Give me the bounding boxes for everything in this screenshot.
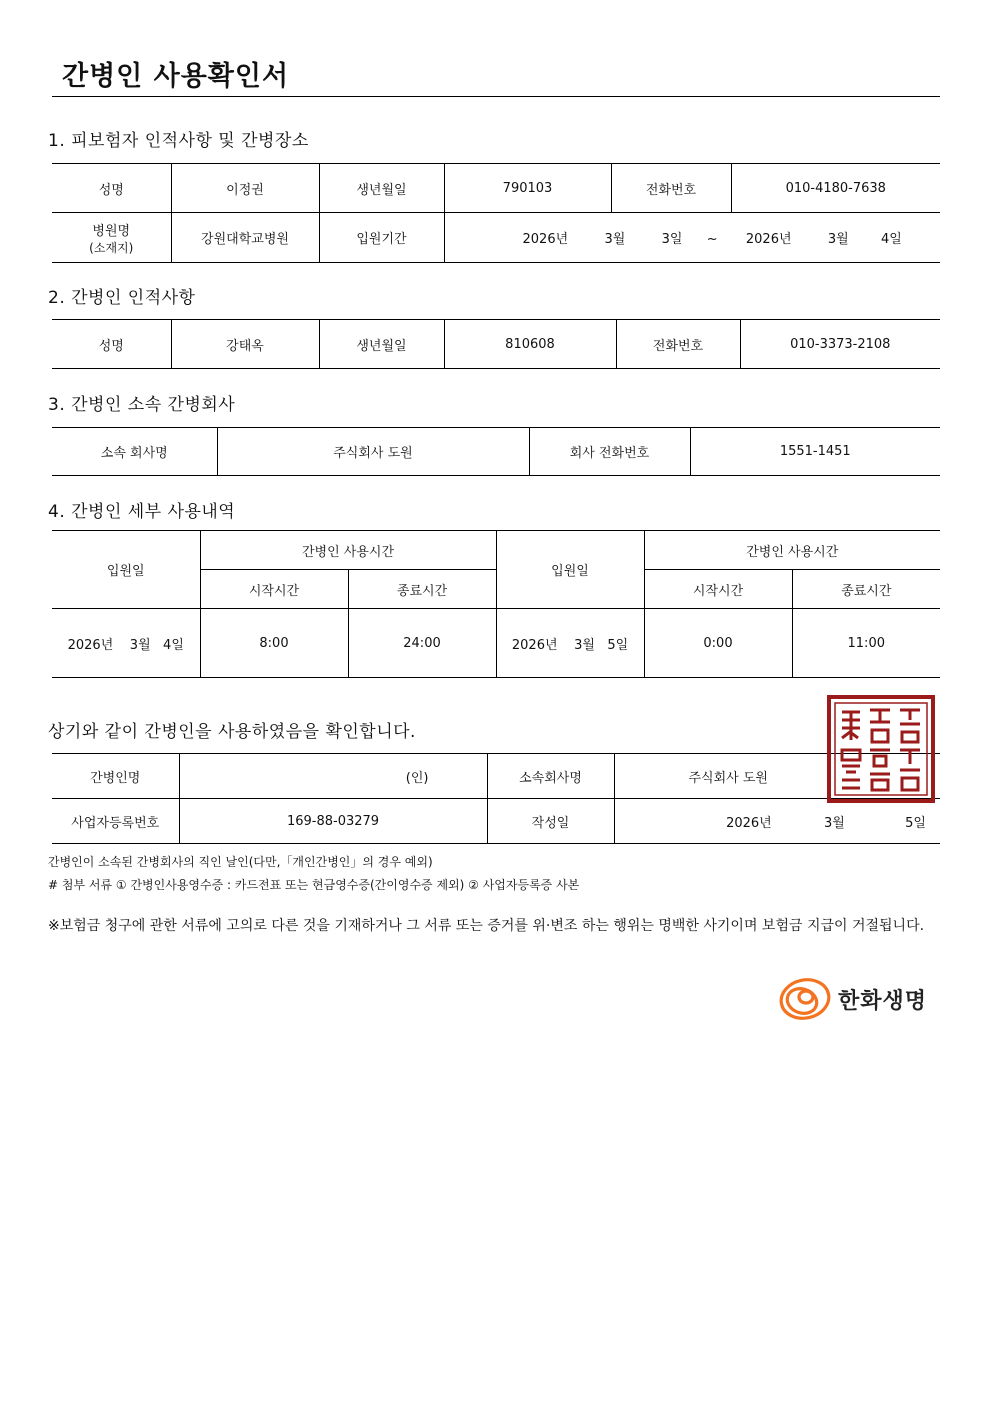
title-divider — [52, 96, 940, 97]
hanwha-logo-text: 한화생명 — [838, 988, 928, 1014]
section1-heading: 1. 피보험자 인적사항 및 간병장소 — [48, 131, 309, 151]
period-label: 입원기간 — [319, 213, 444, 263]
affiliated-company: 주식회사 도원 — [614, 754, 940, 799]
end-time-header-2: 종료시간 — [792, 570, 940, 609]
hospital-name: 강원대학교병원 — [171, 213, 319, 263]
admit-year-2: 2026년 — [511, 637, 558, 653]
admit-date-header-1: 입원일 — [52, 531, 200, 609]
admit-date-1 — [52, 609, 200, 678]
end-time-header-1: 종료시간 — [348, 570, 496, 609]
company-info-table — [52, 427, 940, 476]
period-start-year: 2026년 — [522, 232, 569, 247]
caregiver-birth: 810608 — [444, 320, 616, 369]
hospital-label-sub: (소재지) — [89, 240, 134, 255]
section3-heading: 3. 간병인 소속 간병회사 — [48, 395, 236, 415]
written-date-label: 작성일 — [487, 799, 614, 844]
end-time-1: 24:00 — [348, 609, 496, 678]
admit-date-2 — [496, 609, 644, 678]
insured-info-table — [52, 163, 940, 263]
company-phone: 1551-1451 — [690, 428, 940, 476]
attachment-note: # 첨부 서류 ① 간병인사용영수증 : 카드전표 또는 현금영수증(간이영수증 제외) ② 사업자등록증 사본 — [48, 878, 580, 892]
admit-day-1: 4일 — [163, 637, 184, 653]
written-month: 3월 — [824, 815, 845, 831]
caregiver-name-label: 성명 — [52, 320, 171, 369]
period-separator: ~ — [706, 232, 718, 247]
caregiver-phone-label: 전화번호 — [616, 320, 740, 369]
start-time-header-1: 시작시간 — [200, 570, 348, 609]
period-start-month: 3월 — [604, 232, 626, 247]
period-end-day: 4일 — [880, 232, 902, 247]
admission-period — [444, 213, 940, 263]
insured-birth-label: 생년월일 — [319, 164, 444, 213]
insured-phone-label: 전화번호 — [611, 164, 731, 213]
caregiver-info-table — [52, 319, 940, 369]
company-seal-stamp — [826, 694, 936, 804]
admit-year-1: 2026년 — [67, 637, 114, 653]
caregiver-phone: 010-3373-2108 — [740, 320, 940, 369]
insured-name-label: 성명 — [52, 164, 171, 213]
insured-name: 이정권 — [171, 164, 319, 213]
written-day: 5일 — [905, 815, 926, 831]
period-start-day: 3일 — [661, 232, 683, 247]
biz-number-label: 사업자등록번호 — [52, 799, 179, 844]
usage-time-header-1: 간병인 사용시간 — [200, 531, 496, 570]
company-phone-label: 회사 전화번호 — [529, 428, 690, 476]
admit-day-2: 5일 — [607, 637, 629, 653]
period-end-month: 3월 — [827, 232, 849, 247]
hospital-label — [52, 213, 171, 263]
company-name-label: 소속 회사명 — [52, 428, 217, 476]
caregiver-birth-label: 생년월일 — [319, 320, 444, 369]
end-time-2: 11:00 — [792, 609, 940, 678]
fraud-warning: ※보험금 청구에 관한 서류에 고의로 다른 것을 기재하거나 그 서류 또는 증거를 위·변조 하는 행위는 명백한 사기이며 보험금 지급이 거절됩니다. — [48, 918, 925, 934]
section2-heading: 2. 간병인 인적사항 — [48, 288, 196, 308]
company-name: 주식회사 도원 — [217, 428, 529, 476]
start-time-1: 8:00 — [200, 609, 348, 678]
period-end-year: 2026년 — [745, 232, 792, 247]
caregiver-name-field-label: 간병인명 — [52, 754, 179, 799]
admit-date-header-2: 입원일 — [496, 531, 644, 609]
biz-number: 169-88-03279 — [179, 799, 487, 844]
affiliated-company-label: 소속회사명 — [487, 754, 614, 799]
caregiver-seal-mark: (인) — [179, 754, 487, 799]
confirm-statement: 상기와 같이 간병인을 사용하였음을 확인합니다. — [48, 722, 416, 742]
confirm-table — [52, 753, 940, 844]
seal-note: 간병인이 소속된 간병회사의 직인 날인(다만,「개인간병인」의 경우 예외) — [48, 855, 433, 869]
section4-heading: 4. 간병인 세부 사용내역 — [48, 502, 236, 522]
usage-time-header-2: 간병인 사용시간 — [644, 531, 940, 570]
insured-phone: 010-4180-7638 — [731, 164, 940, 213]
written-year: 2026년 — [726, 815, 772, 831]
page-title: 간병인 사용확인서 — [62, 61, 290, 92]
hospital-label-main: 병원명 — [92, 223, 131, 239]
admit-month-2: 3월 — [574, 637, 595, 653]
hanwha-logo — [778, 975, 927, 1023]
admit-month-1: 3월 — [129, 637, 151, 653]
insured-birth: 790103 — [444, 164, 611, 213]
hanwha-logo-icon — [778, 975, 832, 1023]
usage-detail-table — [52, 530, 940, 678]
caregiver-name: 강태옥 — [171, 320, 319, 369]
written-date — [614, 799, 940, 844]
start-time-header-2: 시작시간 — [644, 570, 792, 609]
start-time-2: 0:00 — [644, 609, 792, 678]
